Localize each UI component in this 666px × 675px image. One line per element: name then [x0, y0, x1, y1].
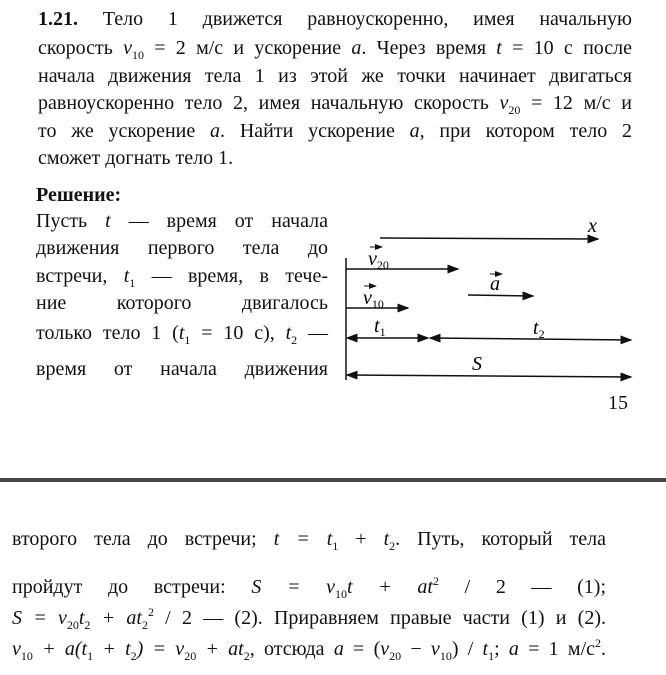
text-line [36, 210, 328, 232]
label-v10: $v_{10}$ [363, 287, 384, 311]
label-s: S [472, 353, 482, 375]
text-segment: ) / [451, 638, 483, 660]
text-segment: + at [90, 607, 142, 629]
text-segment: 1.21. [38, 8, 78, 30]
text-segment: время от начала движения [36, 358, 328, 380]
text-segment: a [210, 120, 221, 142]
text-segment: 1 [332, 539, 339, 553]
t2-span [430, 338, 631, 340]
text-segment: = 10 с после [501, 37, 633, 59]
text-segment: = 10 с), [190, 322, 286, 344]
text-segment: встречи, [36, 265, 124, 287]
text-segment: t [496, 37, 502, 59]
label-a: a [490, 273, 500, 295]
text-segment: 1 [488, 649, 495, 663]
text-segment: + at [196, 638, 244, 660]
text-segment: 10 [335, 587, 348, 601]
x-axis-arrow [380, 238, 598, 239]
text-segment: t [105, 210, 111, 232]
text-segment: только тело 1 ( [36, 322, 179, 344]
label-t2: $t_2$ [533, 317, 545, 341]
text-line [36, 292, 328, 314]
text-segment: Тело 1 движется равноускоренно, имея начальную [78, 8, 632, 30]
text-segment: 20 [66, 618, 79, 632]
text-segment: + t [93, 638, 131, 660]
label-v20: $v_{20}$ [368, 248, 389, 272]
text-segment: t [178, 322, 185, 344]
text-segment: t + at [347, 576, 433, 598]
text-segment: a [508, 638, 519, 660]
text-segment: v [12, 638, 21, 660]
page-divider [0, 478, 666, 482]
text-segment: 2 [595, 636, 602, 650]
text-segment: a [333, 638, 344, 660]
text-segment: ) = v [136, 638, 185, 660]
text-segment: 1 [87, 649, 94, 663]
text-segment: , отсюда [249, 638, 334, 660]
text-segment: 2 [389, 539, 396, 553]
text-segment: 2 [130, 649, 137, 663]
text-line [38, 120, 632, 142]
text-segment: , при котором тело 2 [419, 120, 632, 142]
text-segment: сможет догнать тело 1. [38, 147, 234, 169]
text-segment: 2 [84, 618, 91, 632]
text-segment: v [430, 638, 440, 660]
text-segment: a [351, 37, 362, 59]
text-line [12, 632, 606, 667]
text-line [38, 8, 632, 30]
text-segment: начала движения тела 1 из этой же точки начинает двигаться [38, 65, 632, 87]
text-line [38, 65, 632, 87]
text-line [12, 570, 606, 605]
text-segment: . Через время [361, 37, 497, 59]
text-segment: 2 [141, 618, 148, 632]
text-segment: движения первого тела до [36, 237, 328, 259]
text-segment: 2 [147, 605, 154, 619]
text-segment: t [123, 265, 130, 287]
text-segment: v [380, 638, 390, 660]
text-segment: v [499, 92, 509, 114]
text-segment: 2 [243, 649, 250, 663]
text-segment: 1 [184, 333, 191, 347]
solution-heading: Решение: [36, 184, 122, 206]
page-number: 15 [608, 392, 628, 414]
text-line [38, 37, 632, 66]
label-x: x [588, 215, 597, 237]
text-line [38, 147, 632, 169]
text-segment: 20 [389, 649, 402, 663]
text-line [38, 92, 632, 121]
text-segment: t [482, 638, 489, 660]
text-segment: + a(t [32, 638, 88, 660]
text-segment: то же ускорение [38, 120, 211, 142]
label-t1: $t_1$ [374, 315, 386, 339]
text-segment: равноускоренно тело 2, имея начальную скорость [38, 92, 500, 114]
text-segment: 20 [184, 649, 197, 663]
text-segment: t [78, 607, 85, 629]
text-segment: = 12 м/с и [520, 92, 633, 114]
text-segment: ние которого двигалось [36, 292, 328, 314]
text-line [36, 237, 328, 259]
text-segment: скорость [38, 37, 124, 59]
text-segment: / 2 — (1); [438, 576, 607, 598]
text-segment: 20 [508, 103, 521, 117]
text-segment: — время от начала [110, 210, 328, 232]
text-segment: 10 [20, 649, 33, 663]
text-segment: S = v [12, 607, 67, 629]
text-segment: . Путь, который тела [395, 528, 607, 550]
text-segment: t = t [273, 528, 333, 550]
text-segment: второго тела до встречи; [12, 528, 274, 550]
text-segment: a [409, 120, 420, 142]
text-segment: 2 [291, 333, 298, 347]
text-segment: . [601, 638, 607, 660]
text-line [12, 528, 606, 557]
s-span [347, 375, 631, 377]
text-segment: — время, в тече- [135, 265, 328, 287]
text-segment: t [285, 322, 292, 344]
text-segment: v [123, 37, 132, 59]
motion-diagram [330, 210, 666, 390]
text-segment: t [383, 528, 390, 550]
text-segment: ; [494, 638, 509, 660]
text-segment: = ( [343, 638, 381, 660]
text-segment: 1 [129, 276, 136, 290]
text-segment: 2 [432, 574, 439, 588]
text-segment: 10 [439, 649, 452, 663]
text-line [36, 265, 328, 294]
text-segment: / 2 — (2). Приравняем правые части (1) и (2). [153, 607, 606, 629]
text-segment: = 1 м/с [518, 638, 596, 660]
text-line [12, 601, 606, 636]
text-segment: Пусть [36, 210, 106, 232]
a-arrow [468, 295, 533, 296]
text-segment: 10 [131, 48, 144, 62]
text-segment: S = v [251, 576, 336, 598]
text-segment: пройдут до встречи: [12, 576, 252, 598]
text-line [36, 358, 328, 380]
text-line [36, 322, 328, 351]
text-segment: − [401, 638, 431, 660]
text-segment: — [297, 322, 328, 344]
text-segment: = 2 м/с и ускорение [143, 37, 352, 59]
text-segment: + [338, 528, 384, 550]
text-segment: . Найти ускорение [220, 120, 410, 142]
